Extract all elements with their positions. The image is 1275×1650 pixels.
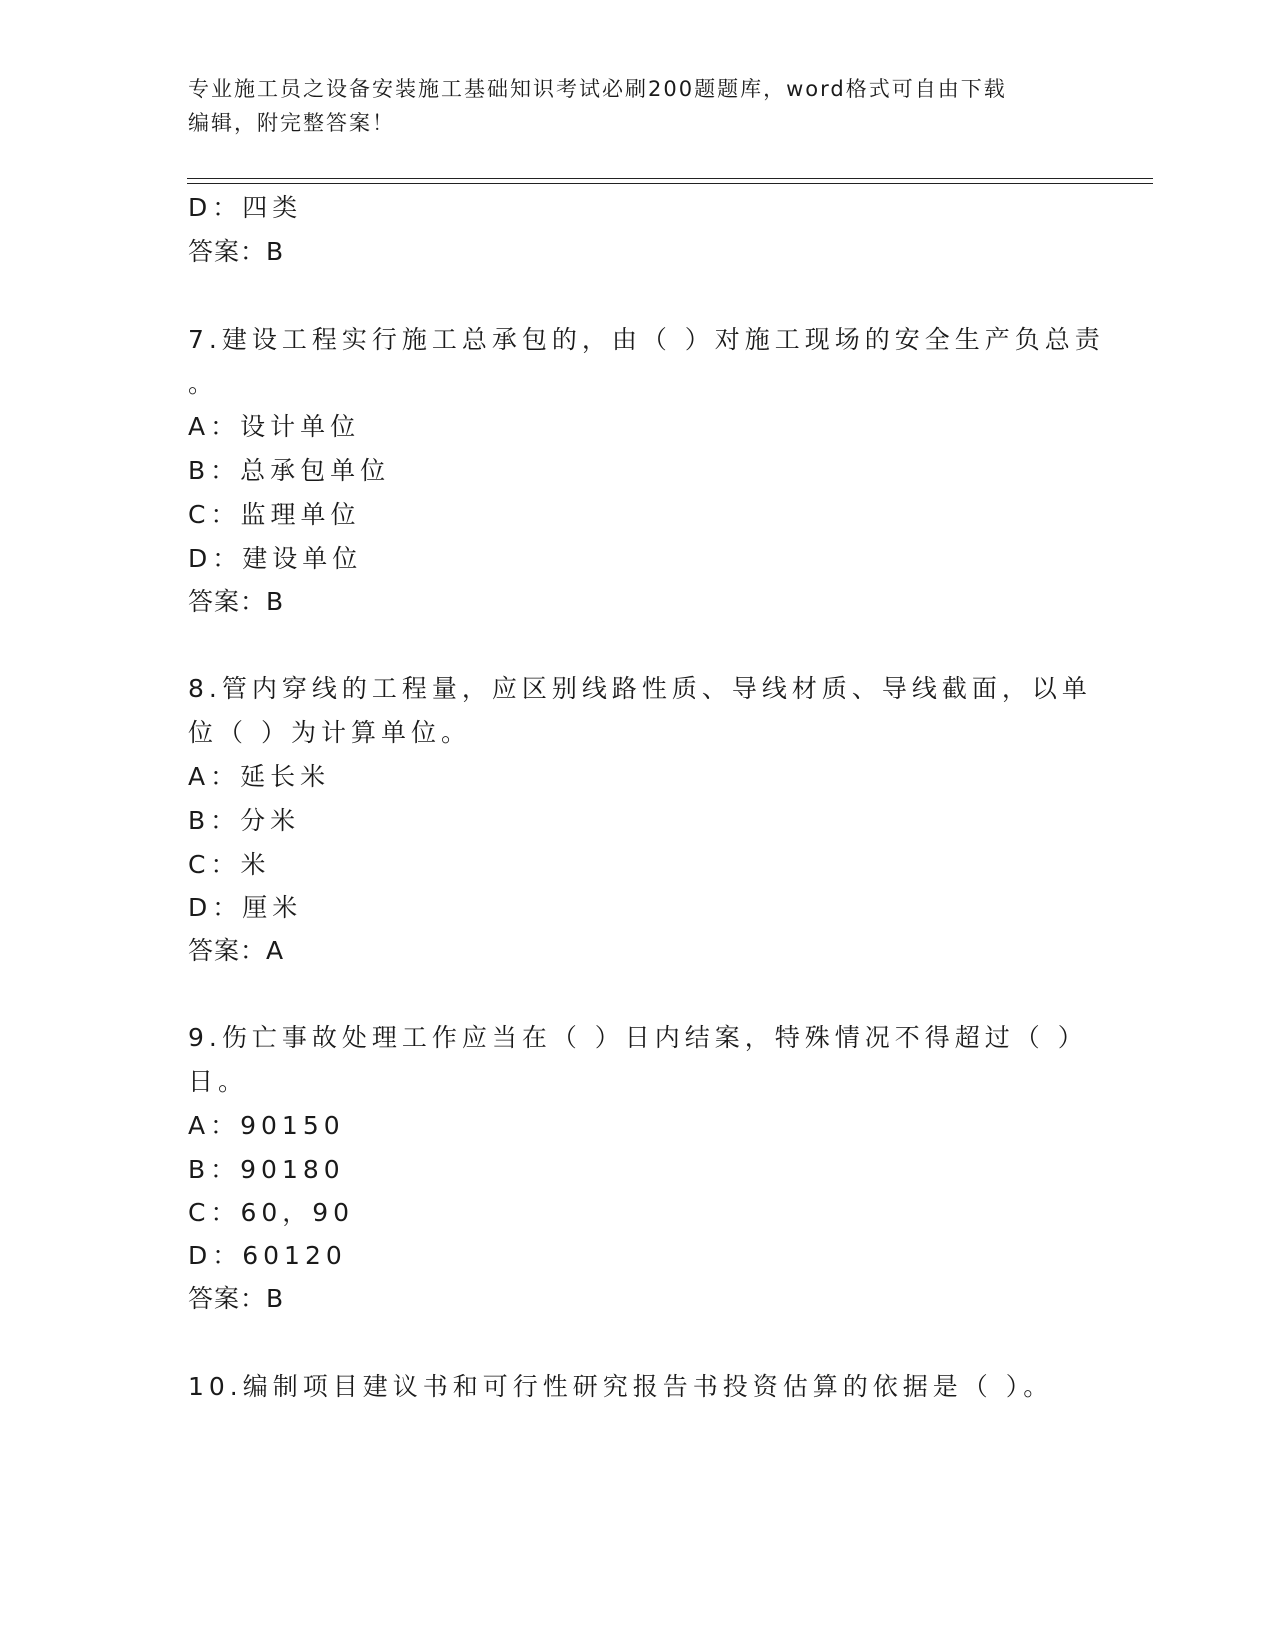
option-b: B：总承包单位 (188, 456, 391, 485)
option-a: A：90150 (188, 1111, 345, 1140)
question-9: 9.伤亡事故处理工作应当在（ ）日内结案，特殊情况不得超过（ ） (188, 1023, 1088, 1052)
option-a: A：设计单位 (188, 412, 361, 441)
question-8-cont: 位（ ）为计算单位。 (188, 718, 471, 747)
question-9-cont: 日。 (188, 1067, 249, 1096)
option-c: C：米 (188, 850, 271, 879)
question-10: 10.编制项目建议书和可行性研究报告书投资估算的依据是（ ）。 (188, 1372, 1054, 1401)
question-7: 7.建设工程实行施工总承包的，由（ ）对施工现场的安全生产负总责 (188, 325, 1105, 354)
option-b: B：分米 (188, 806, 301, 835)
answer-line: 答案：A (188, 936, 285, 965)
option-a: A：延长米 (188, 762, 331, 791)
answer-line: 答案：B (188, 1284, 285, 1313)
option-d: D：60120 (188, 1241, 347, 1270)
answer-line: 答案：B (188, 237, 285, 266)
header-line-1: 专业施工员之设备安装施工基础知识考试必刷200题题库，word格式可自由下载 (188, 77, 1007, 101)
header-line-2: 编辑，附完整答案！ (188, 111, 395, 135)
answer-line: 答案：B (188, 587, 285, 616)
header-divider-bottom (187, 183, 1153, 184)
option-b: B：90180 (188, 1155, 345, 1184)
option-c: C：监理单位 (188, 500, 361, 529)
document-header (188, 72, 1068, 140)
option-d: D：厘米 (188, 893, 303, 922)
header-divider-top (187, 178, 1153, 179)
question-8: 8.管内穿线的工程量，应区别线路性质、导线材质、导线截面，以单 (188, 674, 1092, 703)
option-c: C：60，90 (188, 1198, 355, 1227)
question-7-cont: 。 (188, 369, 219, 398)
option-d: D：四类 (188, 193, 303, 222)
option-d: D：建设单位 (188, 544, 363, 573)
